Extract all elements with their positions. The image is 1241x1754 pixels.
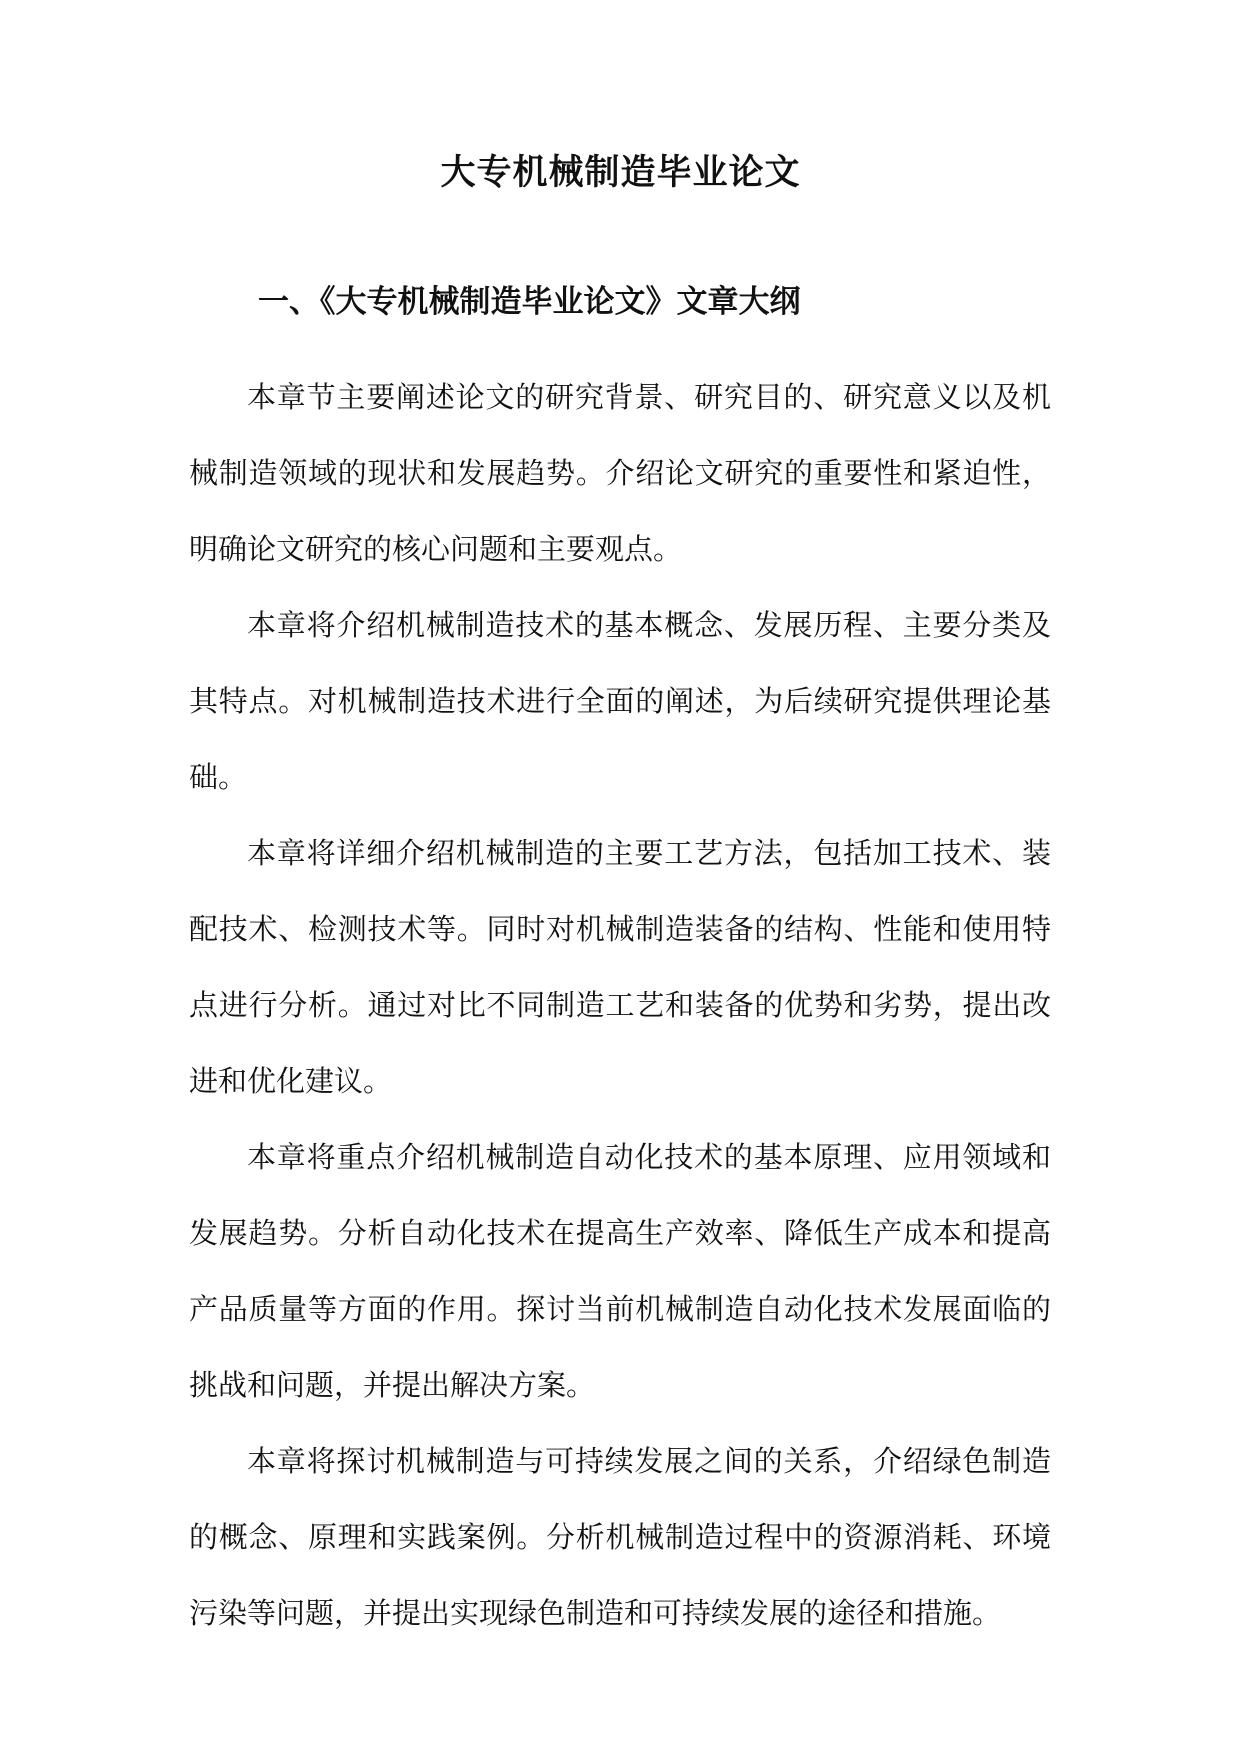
- paragraph-sustainability: 本章将探讨机械制造与可持续发展之间的关系，介绍绿色制造的概念、原理和实践案例。分析机械制造过程中的资源消耗、环境污染等问题，并提出实现绿色制造和可持续发展的途径和措施。: [189, 1444, 1051, 1630]
- paragraph-process-equipment: 本章将详细介绍机械制造的主要工艺方法，包括加工技术、装配技术、检测技术等。同时对机械制造装备的结构、性能和使用特点进行分析。通过对比不同制造工艺和装备的优势和劣势，提出改进和优化建议。: [189, 836, 1051, 1098]
- document-title: 大专机械制造毕业论文: [440, 152, 801, 193]
- paragraph-introduction: 本章节主要阐述论文的研究背景、研究目的、研究意义以及机械制造领域的现状和发展趋势。介绍论文研究的重要性和紧迫性，明确论文研究的核心问题和主要观点。: [189, 380, 1051, 566]
- paragraph-automation: 本章将重点介绍机械制造自动化技术的基本原理、应用领域和发展趋势。分析自动化技术在提高生产效率、降低生产成本和提高产品质量等方面的作用。探讨当前机械制造自动化技术发展面临的挑战和问题，并提出解决方案。: [189, 1140, 1051, 1402]
- document-body: [189, 359, 1051, 1651]
- paragraph-technology-overview: 本章将介绍机械制造技术的基本概念、发展历程、主要分类及其特点。对机械制造技术进行全面的阐述，为后续研究提供理论基础。: [189, 608, 1051, 794]
- section-heading: 一、《大专机械制造毕业论文》文章大纲: [258, 284, 801, 320]
